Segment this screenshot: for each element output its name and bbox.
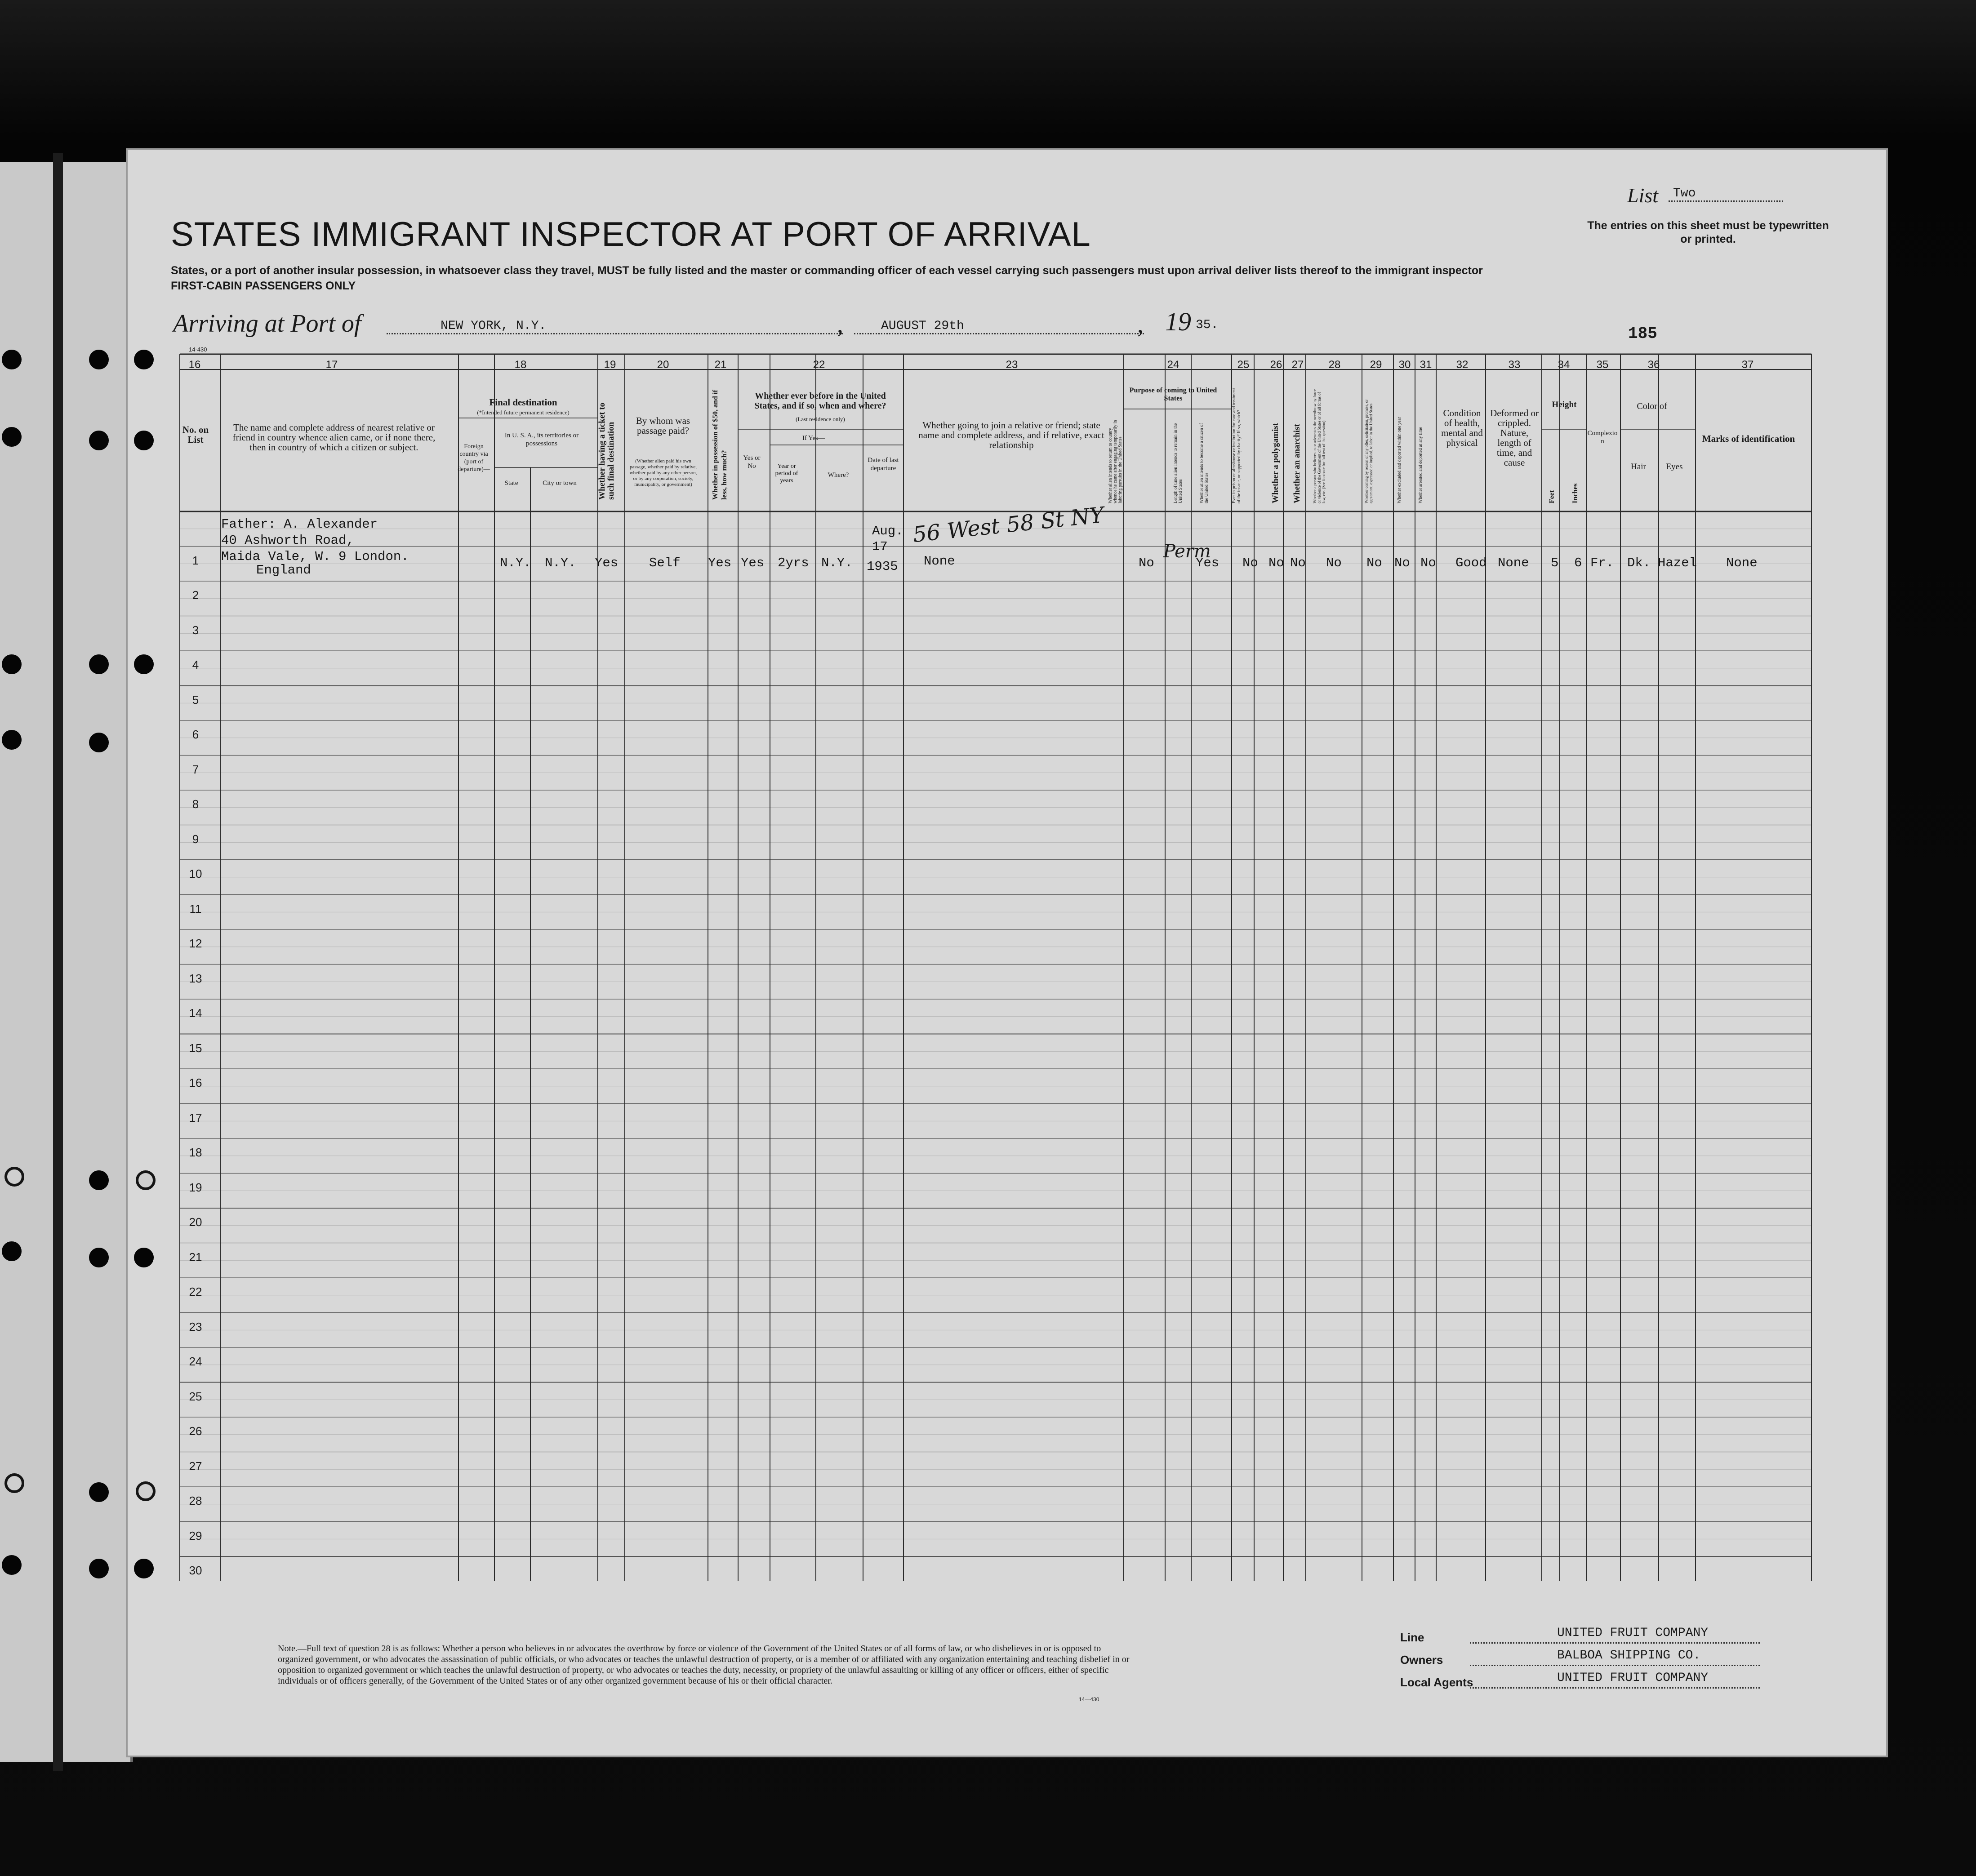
owners-field (1470, 1649, 1760, 1666)
column-number: 17 (325, 359, 338, 371)
binding-strip (53, 153, 63, 1771)
purpose-length-value: Perm (1163, 541, 1211, 562)
eyes-value: Hazel (1658, 556, 1697, 570)
header-inches: Inches (1571, 483, 1579, 503)
column-number: 16 (188, 359, 201, 371)
column-number: 32 (1456, 359, 1469, 371)
departure-date-line: 17 (872, 539, 888, 554)
list-label: List (1627, 184, 1659, 207)
column-number: 20 (657, 359, 669, 371)
relative-address-line: Father: A. Alexander (221, 517, 378, 532)
header-arrested: Whether arrested and deported at any time (1418, 427, 1423, 503)
deported-value: No (1420, 556, 1436, 570)
line-field (1470, 1626, 1760, 1644)
column-number: 21 (714, 359, 727, 371)
header-ticket: Whether having a ticket to such final destination (597, 402, 616, 500)
before-yes-no-value: Yes (741, 556, 765, 570)
line-label: Line (1400, 1631, 1424, 1644)
punch-hole-icon (89, 733, 109, 752)
punch-hole-icon (134, 350, 154, 369)
punch-hole-icon (134, 1559, 154, 1578)
join-handwritten-address: 56 West 58 St NY (912, 502, 1105, 548)
header-polygamist: Whether a polygamist (1271, 422, 1280, 503)
header-eyes: Eyes (1666, 462, 1683, 471)
previous-page-edge (0, 162, 133, 1762)
punch-hole-icon (2, 1241, 22, 1261)
header-purpose: Purpose of coming to United States (1129, 387, 1217, 402)
header-marks: Marks of identification (1702, 433, 1795, 444)
height-inches-value: 6 (1574, 556, 1582, 570)
header-yes-no: Yes or No (743, 454, 761, 470)
punch-hole-icon (89, 1559, 109, 1578)
owners-value: BALBOA SHIPPING CO. (1557, 1649, 1701, 1663)
header-excluded: Whether excluded and deported within one year (1397, 417, 1402, 503)
column-number: 37 (1741, 359, 1754, 371)
punch-hole-icon (89, 1482, 109, 1502)
header-if-yes: If Yes— (802, 435, 825, 442)
header-before-note: (Last residence only) (796, 416, 845, 422)
punch-hole-icon (89, 654, 109, 674)
header-where: Where? (828, 471, 849, 479)
instructions-text: States, or a port of another insular possession, in whatsoever class they travel, MUST be fully listed and the master or commanding officer of each vessel carrying such passengers must upon arrival deliver lists thereof to the immigrant inspector (171, 264, 1483, 277)
header-passage-paid: By whom was passage paid? (636, 415, 690, 436)
punch-hole-icon (134, 1248, 154, 1267)
arriving-label: Arriving at Port of (173, 310, 361, 338)
list-value: Two (1669, 187, 1783, 202)
punch-hole-icon (2, 654, 22, 674)
header-relative-address: The name and complete address of nearest relative or friend in country whence alien came, or if none there, then in country of which a citizen or subject. (232, 422, 436, 453)
header-height: Height (1552, 400, 1577, 409)
owners-label: Owners (1400, 1653, 1443, 1667)
punch-hole-icon (4, 1167, 24, 1187)
health-value: Good (1455, 556, 1487, 570)
column-number: 33 (1508, 359, 1521, 371)
header-purpose-citizen: Whether alien intends to become a citizen of the United States (1199, 423, 1209, 503)
header-purpose-length: Length of time alien intends to remain in the United States (1173, 423, 1183, 503)
header-prison: Ever in prison or almshouse or institution for care and treatment of the insane, or supported by charity? If so, which? (1232, 388, 1242, 503)
column-number: 24 (1167, 359, 1179, 371)
header-complexion: Complexion (1587, 430, 1618, 445)
excluded-value: No (1394, 556, 1410, 570)
header-foreign-country: Foreign country via (port of departure)— (458, 443, 490, 473)
punch-hole-icon (89, 350, 109, 369)
column-number: 31 (1420, 359, 1432, 371)
header-before-in-us: Whether ever before in the United States, and if so, when and where? (754, 391, 886, 411)
header-passage-note: (Whether alien paid his own passage, whether paid by relative, whether paid by any other person, or by any corporation, society, municipality, or government) (629, 458, 697, 487)
year-prefix: 19 (1165, 307, 1191, 336)
separator: , (1137, 311, 1144, 338)
join-relative-value: None (924, 554, 955, 569)
hair-value: Dk. (1627, 556, 1651, 570)
column-number: 22 (813, 359, 825, 371)
destination-state: N.Y. (500, 556, 531, 570)
polygamist-value: No (1268, 556, 1284, 570)
date-field (854, 319, 1144, 334)
header-money: Whether in possession of $50, and if less, how much? (712, 390, 728, 500)
departure-date-line: 1935 (867, 559, 898, 574)
punch-hole-icon (89, 1170, 109, 1190)
agents-field (1470, 1671, 1760, 1689)
header-feet: Feet (1548, 490, 1556, 503)
purpose-citizen-value: Yes (1196, 556, 1219, 570)
marks-value: None (1726, 556, 1758, 570)
deformed-value: None (1498, 556, 1529, 570)
header-final-destination-note: (*Intended future permanent residence) (477, 409, 570, 416)
port-field (387, 319, 843, 334)
relative-address-line: England (256, 563, 311, 578)
column-number: 29 (1370, 359, 1382, 371)
punch-hole-icon (89, 431, 109, 450)
header-city: City or town (543, 480, 577, 487)
column-number: 25 (1237, 359, 1250, 371)
date-value: AUGUST 29th (881, 319, 964, 333)
year-suffix: 35. (1196, 318, 1219, 332)
passage-paid-value: Self (649, 556, 681, 570)
column-number: 30 (1398, 359, 1411, 371)
punch-hole-icon (134, 654, 154, 674)
agents-label: Local Agents (1400, 1676, 1473, 1689)
punch-hole-icon (2, 427, 22, 447)
header-no-on-list: No. on List (182, 424, 209, 445)
height-feet-value: 5 (1551, 556, 1559, 570)
anarchist-value: No (1290, 556, 1306, 570)
prison-value: No (1242, 556, 1258, 570)
column-number: 28 (1328, 359, 1341, 371)
ticket-value: Yes (595, 556, 619, 570)
form-number: 14-430 (189, 346, 207, 353)
column-number: 18 (514, 359, 527, 371)
column-number: 34 (1558, 359, 1570, 371)
purpose-return-value: No (1139, 556, 1154, 570)
separator: , (837, 311, 843, 338)
header-labor-offer: Whether coming by reason of any offer, solicitation, promise, or agreement, expressed or implied, to labor in the United States (1364, 399, 1373, 503)
header-hair: Hair (1631, 462, 1646, 471)
punch-hole-icon (136, 1481, 156, 1501)
header-usa: In U. S. A., its territories or possessions (504, 432, 579, 447)
header-join-relative: Whether going to join a relative or friend; state name and complete address, and if relative, exact relationship (918, 420, 1104, 450)
punch-hole-icon (136, 1170, 156, 1190)
column-number: 26 (1270, 359, 1282, 371)
labor-offer-value: No (1366, 556, 1382, 570)
footnote-q28: Note.—Full text of question 28 is as follows: Whether a person who believes in or advocates the overthrow by force or violence of the Government of the United States or of all forms of law, or who disbelieves in or is opposed to organized government, or who advocates the assassination of public officials, or who advocates or teaches the unlawful destruction of property, or is a member of or affiliated with any organization entertaining and teaching disbelief in or opposition to organized government or which teaches the unlawful destruction of property, or who advocates or teaches the duty, necessity, or propriety of the unlawful assaulting or killing of any officer or officers, either of specific individuals or of officers generally, of the Government of the United States or of any other organized government because of his or their official character. (278, 1644, 1130, 1686)
header-health: Condition of health, mental and physical (1441, 408, 1483, 448)
punch-hole-icon (2, 1555, 22, 1575)
page-number: 185 (1628, 325, 1657, 343)
header-state: State (504, 480, 518, 487)
column-number: 23 (1006, 359, 1018, 371)
header-color-of: Color of— (1637, 401, 1676, 411)
line-value: UNITED FRUIT COMPANY (1557, 1626, 1709, 1640)
punch-hole-icon (2, 350, 22, 369)
header-q28: Whether a person who believes in or advocates the overthrow by force or violence of the Government of the United States or of all forms of law, etc. (See footnote for full text of this question) (1313, 389, 1326, 503)
class-line: FIRST-CABIN PASSENGERS ONLY (171, 280, 356, 292)
punch-hole-icon (134, 431, 154, 450)
column-number: 19 (604, 359, 616, 371)
before-where-value: N.Y. (821, 556, 853, 570)
header-deformed: Deformed or crippled. Nature, length of time, and cause (1490, 408, 1539, 468)
relative-address-line: 40 Ashworth Road, (221, 533, 354, 548)
header-final-destination: Final destination (489, 397, 557, 408)
departure-date-line: Aug. (872, 524, 903, 538)
form-title: STATES IMMIGRANT INSPECTOR AT PORT OF ARRIVAL (171, 215, 1091, 253)
q28-value: No (1326, 556, 1342, 570)
column-number: 35 (1596, 359, 1609, 371)
punch-hole-icon (2, 730, 22, 750)
destination-city: N.Y. (545, 556, 576, 570)
port-value: NEW YORK, N.Y. (441, 319, 547, 333)
column-number: 36 (1647, 359, 1660, 371)
footnote-code: 14—430 (1079, 1696, 1099, 1703)
money-value: Yes (708, 556, 732, 570)
agents-value: UNITED FRUIT COMPANY (1557, 1671, 1709, 1685)
punch-hole-icon (4, 1473, 24, 1493)
complexion-value: Fr. (1590, 556, 1614, 570)
before-years-value: 2yrs (778, 556, 809, 570)
header-date-departure: Date of last departure (868, 457, 899, 472)
header-year-period: Year or period of years (775, 463, 798, 484)
header-purpose-return: Whether alien intends to return to country whence he came after engaging temporarily in laboring pursuits in the United States (1108, 420, 1123, 503)
entries-note: The entries on this sheet must be typewritten or printed. (1587, 219, 1829, 245)
relative-address-line: Maida Vale, W. 9 London. (221, 549, 409, 564)
punch-hole-icon (89, 1248, 109, 1267)
header-anarchist: Whether an anarchist (1292, 424, 1302, 503)
column-number: 27 (1291, 359, 1304, 371)
